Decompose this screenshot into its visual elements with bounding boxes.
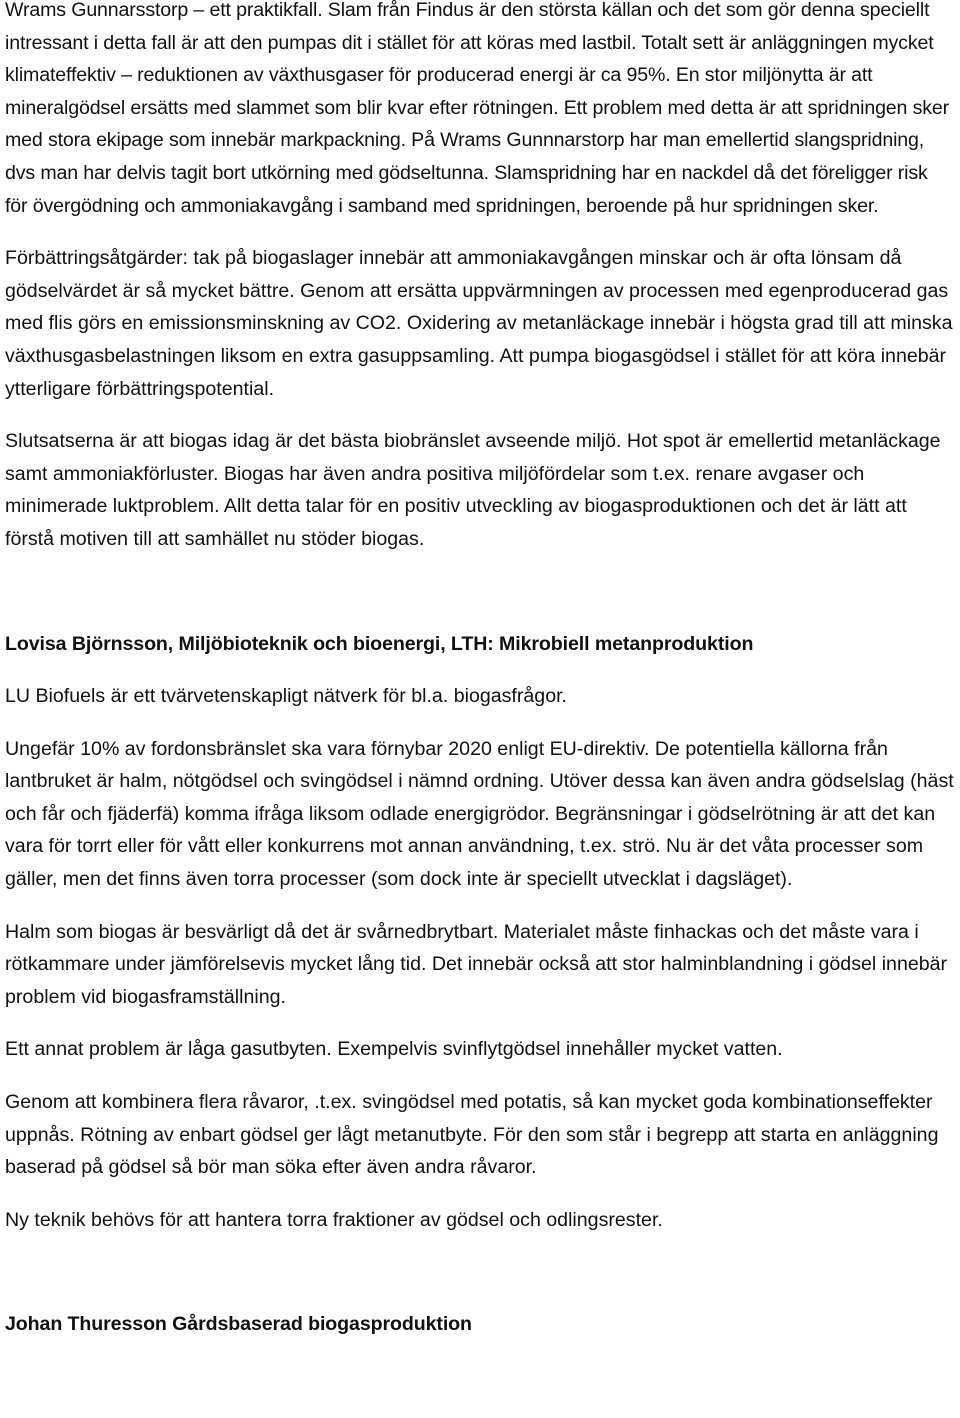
intro-paragraph-2: Förbättringsåtgärder: tak på biogaslager innebär att ammoniakavgången minskar och är ofta lönsam då gödselvärdet är så mycket bättre. Genom att ersätta uppvärmningen av processen med egenproducerad gas med flis görs en emissionsminskning av CO2. Oxidering av metanläckage innebär i högsta grad till att minska växthusgasbelastningen liksom en extra gasuppsamling. Att pumpa biogasgödsel i stället för att köra innebär ytterligare förbättringspotential. — [5, 247, 953, 400]
section1-paragraph-2: Ungefär 10% av fordonsbränslet ska vara förnybar 2020 enligt EU-direktiv. De potentiella källorna från lantbruket är halm, nötgödsel och svingödsel i nämnd ordning. Utöver dessa kan även andra gödselslag (häst och får och fjäderfä) komma ifråga liksom odlade energigrödor. Begränsningar i gödselrötning är att det kan vara för torrt eller för vått eller konkurrens mot annan användning, t.ex. strö. Nu är det våta processer som gäller, men det finns även torra processer (som dock inte är speciellt utvecklat i dagsläget). — [5, 737, 954, 891]
section1-paragraph-5: Genom att kombinera flera råvaror, .t.ex. svingödsel med potatis, så kan mycket goda kombinationseffekter uppnås. Rötning av enbart gödsel ger lågt metanutbyte. För den som står i begrepp att starta en anläggning baserad på gödsel så bör man söka efter även andra råvaror. — [5, 1091, 939, 1179]
section1-paragraph-4: Ett annat problem är låga gasutbyten. Exempelvis svinflytgödsel innehåller mycket vatten. — [5, 1038, 783, 1061]
document-page — [5, 0, 955, 1341]
section1-paragraph-3: Halm som biogas är besvärligt då det är svårnedbrytbart. Materialet måste finhackas och det måste vara i rötkammare under jämförelsevis mycket lång tid. Det innebär också att stor halminblandning i gödsel innebär problem vid biogasframställning. — [5, 920, 948, 1008]
intro-paragraph-3: Slutsatserna är att biogas idag är det bästa biobränslet avseende miljö. Hot spot är emellertid metanläckage samt ammoniakförluster. Biogas har även andra positiva miljöfördelar som t.ex. renare avgaser och minimerade luktproblem. Allt detta talar för en positiv utveckling av biogasproduktionen och det är lätt att förstå motiven till att samhället nu stöder biogas. — [5, 430, 941, 550]
section-heading-lovisa-bjornsson: Lovisa Björnsson, Miljöbioteknik och bioenergi, LTH: Mikrobiell metanproduktion — [5, 632, 754, 655]
section-heading-johan-thuresson: Johan Thuresson Gårdsbaserad biogasproduktion — [5, 1313, 472, 1336]
section1-paragraph-1: LU Biofuels är ett tvärvetenskapligt nätverk för bl.a. biogasfrågor. — [5, 685, 567, 708]
intro-paragraph-1: Wrams Gunnarsstorp – ett praktikfall. Slam från Findus är den största källan och det som gör denna speciellt intressant i detta fall är att den pumpas dit i stället för att köras med lastbil. Totalt sett är anläggningen mycket klimateffektiv – reduktionen av växthusgaser för producerad energi är ca 95%. En stor miljönytta är att mineralgödsel ersätts med slammet som blir kvar efter rötningen. Ett problem med detta är att spridningen sker med stora ekipage som innebär markpackning. På Wrams Gunnnarstorp har man emellertid slangspridning, dvs man har delvis tagit bort utkörning med gödseltunna. Slamspridning har en nackdel då det föreligger risk för övergödning och ammoniakavgång i samband med spridningen, beroende på hur spridningen sker. — [5, 0, 950, 217]
section1-paragraph-6: Ny teknik behövs för att hantera torra fraktioner av gödsel och odlingsrester. — [5, 1208, 663, 1231]
